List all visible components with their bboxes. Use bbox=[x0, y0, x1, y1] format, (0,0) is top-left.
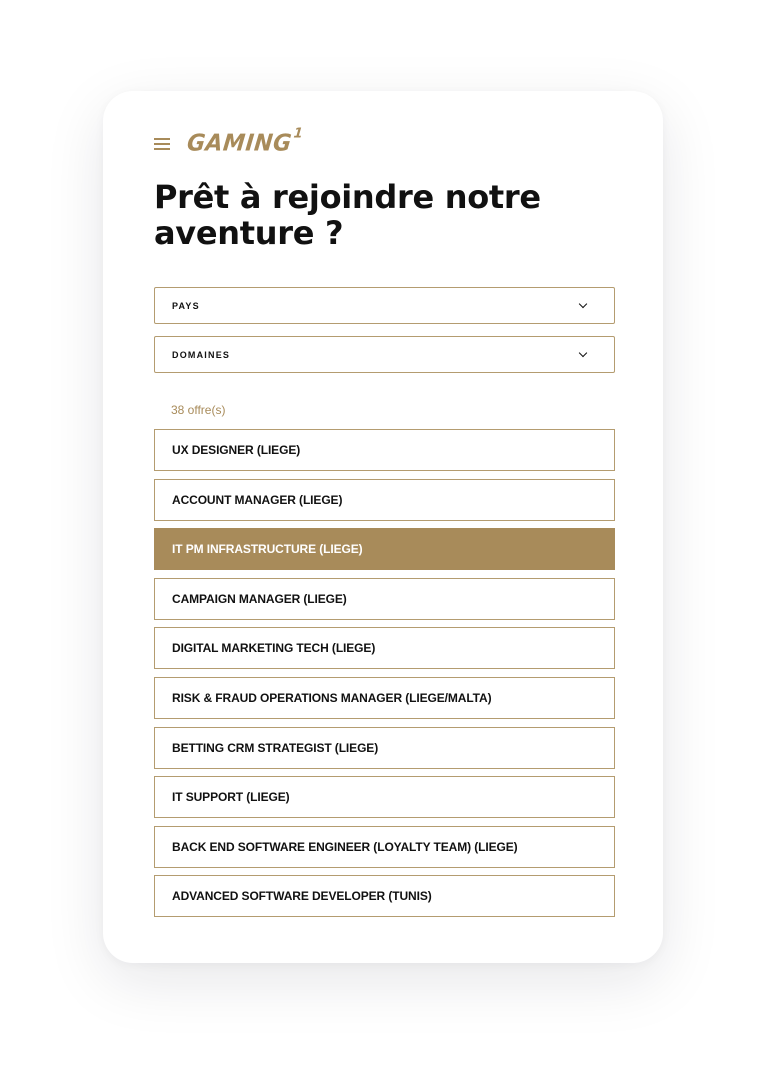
brand-logo-superscript: 1 bbox=[292, 126, 305, 142]
chevron-down-icon bbox=[579, 300, 587, 308]
hamburger-menu-icon[interactable] bbox=[154, 138, 170, 150]
careers-card bbox=[103, 91, 663, 963]
site-header bbox=[154, 126, 305, 159]
offer-item[interactable]: IT SUPPORT (LIEGE) bbox=[154, 776, 615, 818]
offer-list bbox=[154, 429, 615, 925]
domain-select-label: DOMAINES bbox=[172, 349, 231, 360]
offer-item-active[interactable]: IT PM INFRASTRUCTURE (LIEGE) bbox=[154, 528, 615, 570]
offer-item[interactable]: CAMPAIGN MANAGER (LIEGE) bbox=[154, 578, 615, 620]
offer-item[interactable]: BACK END SOFTWARE ENGINEER (LOYALTY TEAM) (LIEGE) bbox=[154, 826, 615, 868]
country-select-label: PAYS bbox=[172, 300, 200, 311]
chevron-down-icon bbox=[579, 349, 587, 357]
offer-item[interactable]: UX DESIGNER (LIEGE) bbox=[154, 429, 615, 471]
offer-item[interactable]: ACCOUNT MANAGER (LIEGE) bbox=[154, 479, 615, 521]
offer-item[interactable]: RISK & FRAUD OPERATIONS MANAGER (LIEGE/MALTA) bbox=[154, 677, 615, 719]
offer-item[interactable]: BETTING CRM STRATEGIST (LIEGE) bbox=[154, 727, 615, 769]
brand-logo-text: GAMING bbox=[185, 130, 294, 157]
offer-item[interactable]: ADVANCED SOFTWARE DEVELOPER (TUNIS) bbox=[154, 875, 615, 917]
country-select[interactable] bbox=[154, 287, 615, 324]
offer-count: 38 offre(s) bbox=[171, 403, 226, 417]
brand-logo[interactable] bbox=[185, 126, 305, 157]
page-title: Prêt à rejoindre notre aventure ? bbox=[154, 178, 541, 252]
domain-select[interactable] bbox=[154, 336, 615, 373]
offer-item[interactable]: DIGITAL MARKETING TECH (LIEGE) bbox=[154, 627, 615, 669]
